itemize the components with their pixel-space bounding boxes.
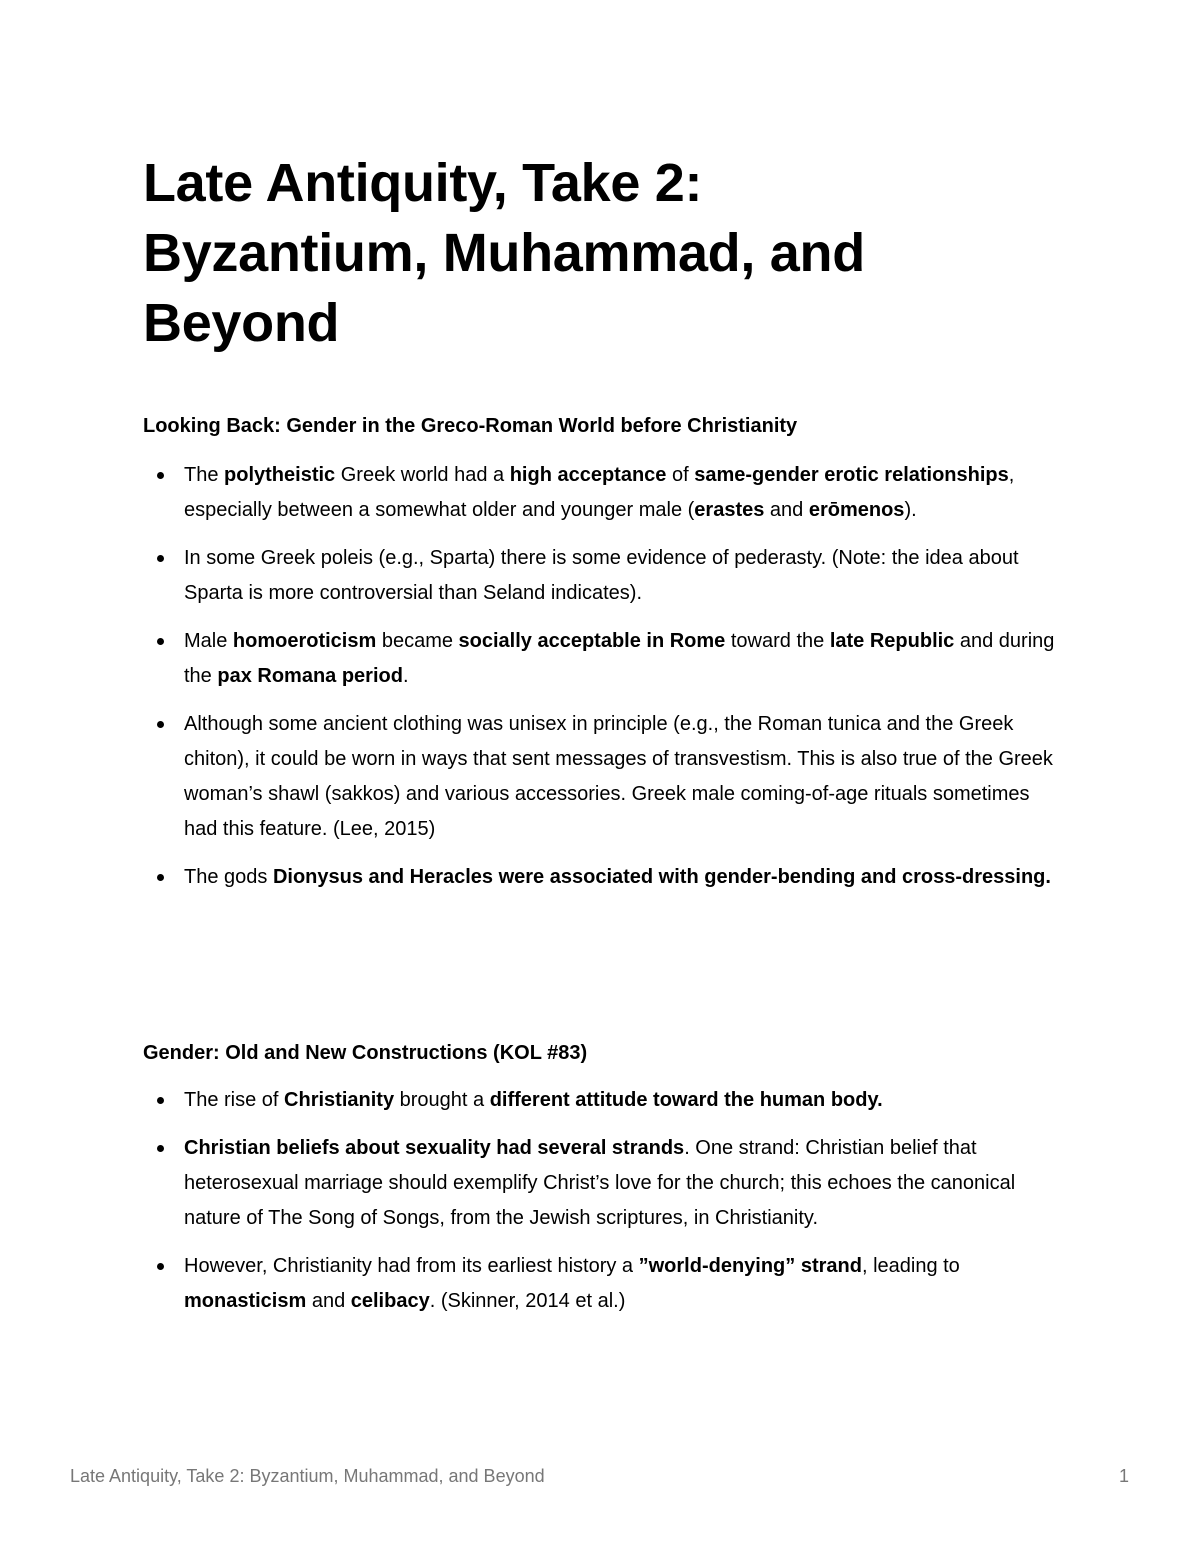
bold-text-run: same-gender erotic relationships — [694, 464, 1009, 486]
text-run: . (Skinner, 2014 et al.) — [429, 1290, 626, 1312]
text-run: The rise of — [184, 1089, 285, 1111]
bullet-dot-icon — [157, 874, 164, 881]
title-line: Byzantium, Muhammad, and — [143, 223, 865, 283]
bullet-dot-icon — [157, 638, 164, 645]
text-run: . — [402, 665, 409, 687]
text-run: Male — [184, 630, 233, 652]
bold-text-run: late Republic — [829, 630, 955, 652]
text-run: brought a — [394, 1089, 490, 1111]
section-heading-gender-constructions: Gender: Old and New Constructions (KOL #83) — [143, 1042, 588, 1064]
text-run: and — [764, 499, 809, 521]
bold-text-run: Christianity — [284, 1089, 395, 1111]
bullet-dot-icon — [157, 1263, 164, 1270]
bold-text-run: celibacy — [350, 1290, 430, 1312]
section-heading-looking-back: Looking Back: Gender in the Greco-Roman World before Christianity — [143, 415, 798, 437]
bullet-dot-icon — [157, 555, 164, 562]
bullet-item — [143, 1083, 1058, 1118]
text-run: In some Greek poleis (e.g., Sparta) there is some evidence of pederasty. (Note: the idea about Sparta is more controversial than Seland indicates). — [184, 547, 1019, 604]
bold-text-run: high acceptance — [509, 464, 667, 486]
footer-document-title: Late Antiquity, Take 2: Byzantium, Muhammad, and Beyond — [70, 1466, 545, 1486]
bullet-item — [143, 1249, 1058, 1319]
bullet-item — [143, 624, 1058, 694]
text-run: toward the — [725, 630, 830, 652]
bullet-dot-icon — [157, 472, 164, 479]
bold-text-run: pax Romana period — [217, 665, 403, 687]
text-run: , especially between a somewhat older and younger male ( — [184, 464, 1015, 521]
bullet-item — [143, 458, 1058, 528]
bold-text-run: polytheistic — [224, 464, 336, 486]
text-run: The gods — [184, 866, 273, 888]
bullet-item — [143, 1131, 1058, 1236]
footer-page-number: 1 — [1119, 1466, 1130, 1486]
bullet-item — [143, 541, 1058, 611]
bold-text-run: erōmenos — [808, 499, 905, 521]
text-run: and during the — [184, 630, 1055, 687]
page-title — [143, 148, 1043, 358]
text-run: . One strand: Christian belief that heterosexual marriage should exemplify Christ’s love for the church; this echoes the canonical nature of The Song of Songs, from the Jewish scriptures, in Christianity. — [184, 1137, 1016, 1229]
text-run: , leading to — [861, 1255, 960, 1277]
text-run: ). — [904, 499, 917, 521]
bold-text-run: erastes — [694, 499, 765, 521]
text-run: of — [666, 464, 695, 486]
bullet-item — [143, 860, 1058, 895]
bold-text-run: Dionysus and Heracles were associated with gender-bending and cross-dressing. — [272, 866, 1051, 888]
text-run: However, Christianity had from its earliest history a — [184, 1255, 639, 1277]
text-run: Although some ancient clothing was unisex in principle (e.g., the Roman tunica and the Greek chiton), it could be worn in ways that sent messages of transvestism. This is also true of the Greek woman’s shawl (sakkos) and various accessories. Greek male coming-of-age rituals sometimes had this feature. (Lee, 2015) — [184, 713, 1053, 840]
bold-text-run: different attitude toward the human body. — [489, 1089, 883, 1111]
text-run: The — [184, 464, 225, 486]
title-line: Late Antiquity, Take 2: — [143, 153, 703, 213]
text-run: became — [376, 630, 459, 652]
bullet-dot-icon — [157, 1097, 164, 1104]
text-run: Greek world had a — [335, 464, 510, 486]
bold-text-run: ”world-denying” strand — [638, 1255, 862, 1277]
looking-back-bullet-list — [143, 458, 1058, 908]
bold-text-run: monasticism — [184, 1290, 307, 1312]
bullet-item — [143, 707, 1058, 847]
bold-text-run: socially acceptable in Rome — [458, 630, 726, 652]
bold-text-run: Christian beliefs about sexuality had several strands — [184, 1137, 685, 1159]
bullet-dot-icon — [157, 721, 164, 728]
text-run: and — [306, 1290, 351, 1312]
bold-text-run: homoeroticism — [232, 630, 377, 652]
title-line: Beyond — [143, 293, 340, 353]
bullet-dot-icon — [157, 1145, 164, 1152]
gender-constructions-bullet-list — [143, 1083, 1058, 1332]
